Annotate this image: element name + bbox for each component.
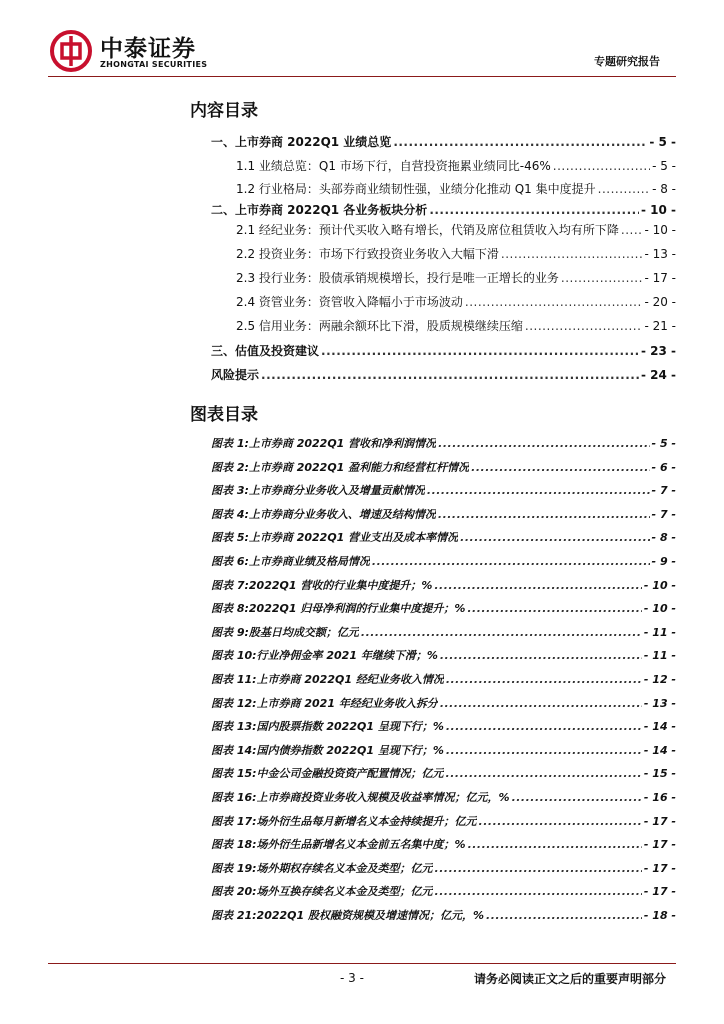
- chart-entry-label: 图表 1:: [211, 437, 249, 450]
- chart-entry-page: - 14 -: [643, 744, 676, 757]
- toc-entry-text: 2.5 信用业务：两融余额环比下滑，股质规模继续压缩: [236, 319, 523, 333]
- toc-entry-text: 二、上市券商 2022Q1 各业务板块分析: [211, 203, 428, 217]
- chart-entry-label: 图表 5:: [211, 531, 249, 544]
- chart-entry-text: 上市券商 2022Q1 营收和净利润情况: [248, 437, 437, 450]
- chart-entry-page: - 7 -: [651, 484, 676, 497]
- toc-entry-text: 一、上市券商 2022Q1 业绩总览: [211, 135, 392, 149]
- toc-entry-page: - 13 -: [644, 247, 676, 261]
- chart-entry-label: 图表 15:: [211, 767, 257, 780]
- chart-entry-page: - 15 -: [643, 767, 676, 780]
- toc-leader-dots: [471, 461, 649, 474]
- toc-entry[interactable]: [211, 133, 676, 150]
- toc-entry-page: - 17 -: [644, 271, 676, 285]
- chart-entry-page: - 8 -: [651, 531, 676, 544]
- chart-entry-label: 图表 18:: [211, 838, 257, 851]
- chart-entry[interactable]: [211, 789, 676, 805]
- chart-entry-text: 2022Q1 营收的行业集中度提升；%: [248, 579, 433, 592]
- chart-entry-text: 中金公司金融投资资产配置情况；亿元: [256, 767, 444, 780]
- toc-entry[interactable]: [236, 245, 676, 262]
- toc-leader-dots: [261, 368, 639, 382]
- toc-entry-page: - 20 -: [644, 295, 676, 309]
- chart-entry[interactable]: [211, 600, 676, 616]
- chart-entry[interactable]: [211, 647, 676, 663]
- brand-name-cn: 中泰证券: [100, 36, 196, 62]
- chart-entry[interactable]: [211, 765, 676, 781]
- toc-entry-text: 风险提示: [211, 368, 260, 382]
- toc-leader-dots: [598, 182, 650, 196]
- brand-name-en: ZHONGTAI SECURITIES: [100, 60, 208, 69]
- toc-entry-text: 1.2 行业格局：头部券商业绩韧性强，业绩分化推动 Q1 集中度提升: [236, 182, 596, 196]
- toc-leader-dots: [440, 697, 642, 710]
- chart-entry-page: - 13 -: [643, 697, 676, 710]
- chart-entry-label: 图表 7:: [211, 579, 249, 592]
- chart-entry-text: 国内债券指数 2022Q1 呈现下行；%: [256, 744, 444, 757]
- toc-leader-dots: [468, 838, 642, 851]
- toc-entry-page: - 24 -: [640, 368, 676, 382]
- toc-entry[interactable]: [211, 366, 676, 383]
- chart-entry-text: 场外衍生品每月新增名义本金持续提升；亿元: [256, 815, 477, 828]
- chart-entry-page: - 17 -: [643, 838, 676, 851]
- toc-entry-page: - 5 -: [649, 135, 676, 149]
- chart-entry-label: 图表 11:: [211, 673, 257, 686]
- chart-entry[interactable]: [211, 860, 676, 876]
- toc-entry-text: 2.4 资管业务：资管收入降幅小于市场波动: [236, 295, 463, 309]
- toc-leader-dots: [372, 555, 650, 568]
- toc-leader-dots: [553, 159, 650, 173]
- toc-leader-dots: [561, 271, 643, 285]
- toc-leader-dots: [621, 223, 643, 237]
- toc-leader-dots: [486, 909, 642, 922]
- chart-entry-page: - 11 -: [643, 626, 676, 639]
- chart-entry-page: - 10 -: [643, 602, 676, 615]
- chart-entry-label: 图表 12:: [211, 697, 257, 710]
- toc-entry[interactable]: [236, 221, 676, 238]
- chart-entry-text: 国内股票指数 2022Q1 呈现下行；%: [256, 720, 444, 733]
- toc-leader-dots: [321, 344, 639, 358]
- report-type-label: 专题研究报告: [594, 55, 660, 68]
- chart-entry[interactable]: [211, 506, 676, 522]
- chart-entry-text: 2022Q1 股权融资规模及增速情况；亿元，%: [256, 909, 485, 922]
- header-divider: [48, 76, 676, 77]
- zhongtai-logo-icon: [50, 30, 92, 72]
- toc-entry-page: - 21 -: [644, 319, 676, 333]
- toc-leader-dots: [440, 649, 642, 662]
- toc-leader-dots: [446, 744, 642, 757]
- toc-entry-page: - 23 -: [640, 344, 676, 358]
- toc-leader-dots: [446, 720, 642, 733]
- chart-entry-text: 股基日均成交额；亿元: [248, 626, 359, 639]
- chart-entry-text: 上市券商分业务收入及增量贡献情况: [248, 484, 425, 497]
- toc-leader-dots: [512, 791, 642, 804]
- chart-entry-page: - 7 -: [651, 508, 676, 521]
- toc-leader-dots: [427, 484, 650, 497]
- chart-entry-page: - 6 -: [651, 461, 676, 474]
- chart-entry-text: 场外衍生品新增名义本金前五名集中度；%: [256, 838, 466, 851]
- chart-entry-page: - 14 -: [643, 720, 676, 733]
- chart-entry-text: 2022Q1 归母净利润的行业集中度提升；%: [248, 602, 466, 615]
- toc-leader-dots: [429, 203, 639, 217]
- page-number: - 3 -: [340, 971, 364, 985]
- page-header: [0, 0, 724, 80]
- chart-entry-page: - 16 -: [643, 791, 676, 804]
- chart-entry[interactable]: [211, 553, 676, 569]
- toc-leader-dots: [434, 579, 642, 592]
- toc-leader-dots: [465, 295, 643, 309]
- toc-entry[interactable]: [236, 157, 676, 174]
- toc-leader-dots: [501, 247, 643, 261]
- chart-entry-label: 图表 8:: [211, 602, 249, 615]
- chart-entry[interactable]: [211, 742, 676, 758]
- toc-entry[interactable]: [236, 269, 676, 286]
- chart-entry-label: 图表 9:: [211, 626, 249, 639]
- toc-entry[interactable]: [211, 342, 676, 359]
- chart-entry-text: 行业净佣金率 2021 年继续下滑；%: [256, 649, 438, 662]
- chart-entry-text: 上市券商投资业务收入规模及收益率情况；亿元，%: [256, 791, 510, 804]
- toc-entry-text: 2.3 投行业务：股债承销规模增长，投行是唯一正增长的业务: [236, 271, 559, 285]
- chart-entry-text: 场外互换存续名义本金及类型；亿元: [256, 885, 433, 898]
- toc-leader-dots: [438, 508, 650, 521]
- charts-title: 图表目录: [190, 405, 258, 425]
- chart-entry[interactable]: [211, 435, 676, 451]
- chart-entry[interactable]: [211, 529, 676, 545]
- toc-entry[interactable]: [236, 180, 676, 197]
- chart-entry-label: 图表 21:: [211, 909, 257, 922]
- chart-entry-page: - 5 -: [651, 437, 676, 450]
- chart-entry-label: 图表 19:: [211, 862, 257, 875]
- toc-leader-dots: [460, 531, 649, 544]
- toc-leader-dots: [361, 626, 642, 639]
- chart-entry-page: - 10 -: [643, 579, 676, 592]
- chart-entry[interactable]: [211, 459, 676, 475]
- chart-entry-page: - 12 -: [643, 673, 676, 686]
- toc-entry-page: - 8 -: [652, 182, 676, 196]
- toc-entry-text: 2.2 投资业务：市场下行致投资业务收入大幅下滑: [236, 247, 499, 261]
- toc-entry-text: 2.1 经纪业务：预计代买收入略有增长，代销及席位租赁收入均有所下降: [236, 223, 619, 237]
- chart-entry-page: - 18 -: [643, 909, 676, 922]
- chart-entry-label: 图表 14:: [211, 744, 257, 757]
- toc-leader-dots: [438, 437, 649, 450]
- toc-entry-text: 1.1 业绩总览：Q1 市场下行，自营投资拖累业绩同比-46%: [236, 159, 551, 173]
- toc-leader-dots: [467, 602, 642, 615]
- chart-entry-label: 图表 3:: [211, 484, 249, 497]
- toc-entry[interactable]: [236, 317, 676, 334]
- chart-entry[interactable]: [211, 482, 676, 498]
- chart-entry-text: 上市券商 2021 年经纪业务收入拆分: [256, 697, 438, 710]
- chart-entry[interactable]: [211, 813, 676, 829]
- chart-entry-page: - 9 -: [651, 555, 676, 568]
- chart-entry-text: 上市券商 2022Q1 盈利能力和经营杠杆情况: [248, 461, 470, 474]
- chart-entry-label: 图表 16:: [211, 791, 257, 804]
- chart-entry-label: 图表 13:: [211, 720, 257, 733]
- toc-entry-page: - 10 -: [640, 203, 676, 217]
- chart-entry[interactable]: [211, 836, 676, 852]
- chart-entry-text: 上市券商分业务收入、增速及结构情况: [248, 508, 436, 521]
- chart-entry-page: - 17 -: [643, 885, 676, 898]
- chart-entry[interactable]: [211, 907, 676, 923]
- footer-divider: [48, 963, 676, 964]
- toc-leader-dots: [435, 885, 642, 898]
- toc-leader-dots: [525, 319, 643, 333]
- chart-entry[interactable]: [211, 671, 676, 687]
- chart-entry-page: - 11 -: [643, 649, 676, 662]
- toc-leader-dots: [479, 815, 642, 828]
- toc-entry-page: - 5 -: [652, 159, 676, 173]
- toc-entry[interactable]: [211, 201, 676, 218]
- chart-entry-text: 上市券商业绩及格局情况: [248, 555, 370, 568]
- chart-entry-label: 图表 10:: [211, 649, 257, 662]
- chart-entry[interactable]: [211, 624, 676, 640]
- contents-title: 内容目录: [190, 101, 258, 121]
- chart-entry-label: 图表 2:: [211, 461, 249, 474]
- chart-entry[interactable]: [211, 695, 676, 711]
- chart-entry-page: - 17 -: [643, 862, 676, 875]
- chart-entry[interactable]: [211, 718, 676, 734]
- chart-entry-label: 图表 20:: [211, 885, 257, 898]
- chart-entry-text: 上市券商 2022Q1 营业支出及成本率情况: [248, 531, 459, 544]
- toc-entry-text: 三、估值及投资建议: [211, 344, 320, 358]
- toc-entry[interactable]: [236, 293, 676, 310]
- chart-entry-label: 图表 4:: [211, 508, 249, 521]
- chart-entry-page: - 17 -: [643, 815, 676, 828]
- chart-entry-text: 场外期权存续名义本金及类型；亿元: [256, 862, 433, 875]
- toc-leader-dots: [393, 135, 647, 149]
- chart-entry[interactable]: [211, 577, 676, 593]
- chart-entry-label: 图表 17:: [211, 815, 257, 828]
- toc-entry-page: - 10 -: [644, 223, 676, 237]
- chart-entry-label: 图表 6:: [211, 555, 249, 568]
- chart-entry-text: 上市券商 2022Q1 经纪业务收入情况: [256, 673, 444, 686]
- chart-entry[interactable]: [211, 883, 676, 899]
- disclaimer-note: 请务必阅读正文之后的重要声明部分: [473, 972, 666, 986]
- toc-leader-dots: [446, 673, 642, 686]
- toc-leader-dots: [435, 862, 642, 875]
- toc-leader-dots: [446, 767, 642, 780]
